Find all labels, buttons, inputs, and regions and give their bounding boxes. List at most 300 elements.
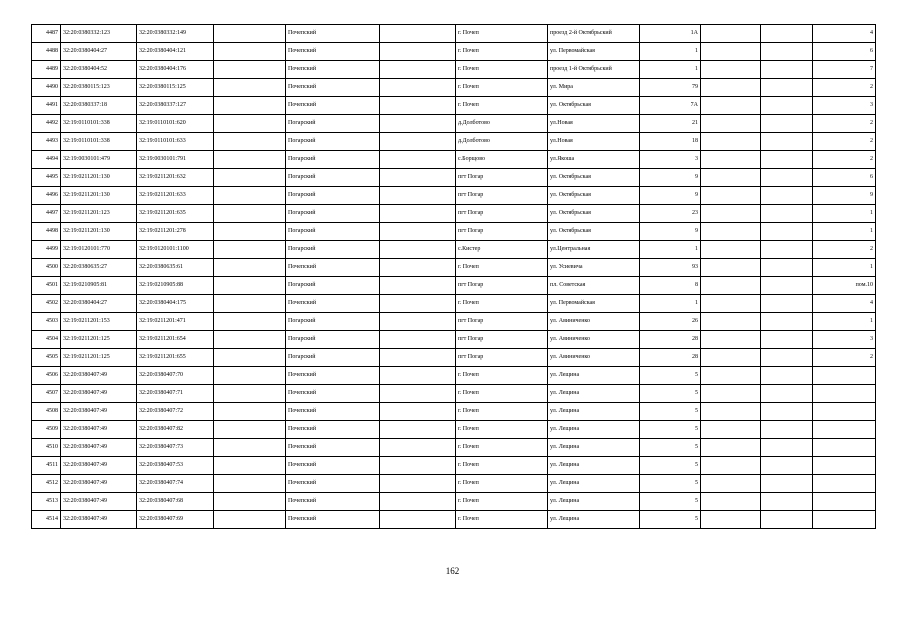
street-cell: ул. Октябрьская <box>548 223 640 241</box>
district-cell: Почепский <box>286 439 380 457</box>
district-cell: Погарский <box>286 313 380 331</box>
apartment-cell <box>813 367 876 385</box>
district-cell: Погарский <box>286 349 380 367</box>
cadastral-number-cell: 32:20:0380404:52 <box>61 61 137 79</box>
empty-cell <box>701 241 761 259</box>
empty-cell <box>380 25 456 43</box>
table-row <box>32 151 876 169</box>
cadastral-number-cell: 32:20:0380407:49 <box>61 493 137 511</box>
empty-cell <box>380 385 456 403</box>
empty-cell <box>380 133 456 151</box>
apartment-cell: пом.10 <box>813 277 876 295</box>
cadastral-number-cell: 32:20:0380407:49 <box>61 367 137 385</box>
empty-cell <box>214 493 286 511</box>
locality-cell: пгт Погар <box>456 277 548 295</box>
cadastral-number-cell: 32:20:0380407:49 <box>61 403 137 421</box>
cadastral-number-cell: 32:20:0380635:27 <box>61 259 137 277</box>
apartment-cell: 1 <box>813 205 876 223</box>
empty-cell <box>214 223 286 241</box>
locality-cell: пгт Погар <box>456 205 548 223</box>
cadastral-number-cell: 32:20:0380407:49 <box>61 475 137 493</box>
table-row <box>32 79 876 97</box>
cadastral-number-cell: 32:19:0030101:479 <box>61 151 137 169</box>
empty-cell <box>701 151 761 169</box>
cadastral-number-cell: 32:19:0211201:123 <box>61 205 137 223</box>
object-cadastral-number-cell: 32:19:0110101:620 <box>137 115 214 133</box>
apartment-cell <box>813 511 876 529</box>
empty-cell <box>701 97 761 115</box>
row-number-cell: 4509 <box>32 421 61 439</box>
empty-cell <box>701 367 761 385</box>
object-cadastral-number-cell: 32:20:0380404:176 <box>137 61 214 79</box>
empty-cell <box>380 457 456 475</box>
table-row <box>32 241 876 259</box>
empty-cell <box>761 79 813 97</box>
locality-cell: с.Кистер <box>456 241 548 259</box>
empty-cell <box>701 313 761 331</box>
object-cadastral-number-cell: 32:19:0211201:632 <box>137 169 214 187</box>
house-number-cell: 8 <box>640 277 701 295</box>
house-number-cell: 5 <box>640 367 701 385</box>
table-row <box>32 367 876 385</box>
house-number-cell: 18 <box>640 133 701 151</box>
empty-cell <box>380 277 456 295</box>
cadastral-number-cell: 32:19:0211201:125 <box>61 331 137 349</box>
empty-cell <box>380 43 456 61</box>
house-number-cell: 93 <box>640 259 701 277</box>
empty-cell <box>761 115 813 133</box>
street-cell: ул. Лещина <box>548 385 640 403</box>
empty-cell <box>214 403 286 421</box>
empty-cell <box>761 457 813 475</box>
row-number-cell: 4502 <box>32 295 61 313</box>
empty-cell <box>761 403 813 421</box>
table-row <box>32 115 876 133</box>
object-cadastral-number-cell: 32:20:0380337:127 <box>137 97 214 115</box>
empty-cell <box>761 133 813 151</box>
house-number-cell: 28 <box>640 349 701 367</box>
row-number-cell: 4506 <box>32 367 61 385</box>
object-cadastral-number-cell: 32:19:0211201:471 <box>137 313 214 331</box>
locality-cell: пгт Погар <box>456 331 548 349</box>
street-cell: ул.Новая <box>548 133 640 151</box>
house-number-cell: 5 <box>640 385 701 403</box>
object-cadastral-number-cell: 32:20:0380404:175 <box>137 295 214 313</box>
row-number-cell: 4499 <box>32 241 61 259</box>
street-cell: проезд 1-й Октябрьский <box>548 61 640 79</box>
locality-cell: г. Почеп <box>456 457 548 475</box>
empty-cell <box>701 79 761 97</box>
empty-cell <box>701 205 761 223</box>
registry-table-body <box>32 25 876 529</box>
empty-cell <box>701 421 761 439</box>
cadastral-number-cell: 32:20:0380407:49 <box>61 457 137 475</box>
object-cadastral-number-cell: 32:19:0211201:655 <box>137 349 214 367</box>
street-cell: ул. Первомайская <box>548 295 640 313</box>
house-number-cell: 79 <box>640 79 701 97</box>
apartment-cell <box>813 385 876 403</box>
empty-cell <box>701 349 761 367</box>
apartment-cell: 2 <box>813 115 876 133</box>
empty-cell <box>214 115 286 133</box>
locality-cell: г. Почеп <box>456 295 548 313</box>
empty-cell <box>701 403 761 421</box>
cadastral-number-cell: 32:20:0380407:49 <box>61 385 137 403</box>
empty-cell <box>214 205 286 223</box>
district-cell: Почепский <box>286 295 380 313</box>
object-cadastral-number-cell: 32:20:0380635:61 <box>137 259 214 277</box>
empty-cell <box>701 511 761 529</box>
object-cadastral-number-cell: 32:19:0211201:654 <box>137 331 214 349</box>
district-cell: Погарский <box>286 205 380 223</box>
locality-cell: д.Долботово <box>456 133 548 151</box>
table-row <box>32 97 876 115</box>
empty-cell <box>761 97 813 115</box>
empty-cell <box>214 421 286 439</box>
empty-cell <box>761 349 813 367</box>
object-cadastral-number-cell: 32:20:0380115:125 <box>137 79 214 97</box>
empty-cell <box>761 25 813 43</box>
apartment-cell: 4 <box>813 25 876 43</box>
house-number-cell: 5 <box>640 493 701 511</box>
object-cadastral-number-cell: 32:20:0380407:82 <box>137 421 214 439</box>
street-cell: проезд 2-й Октябрьский <box>548 25 640 43</box>
table-row <box>32 169 876 187</box>
cadastral-number-cell: 32:20:0380332:123 <box>61 25 137 43</box>
table-row <box>32 331 876 349</box>
row-number-cell: 4513 <box>32 493 61 511</box>
cadastral-number-cell: 32:19:0211201:130 <box>61 187 137 205</box>
district-cell: Погарский <box>286 187 380 205</box>
locality-cell: г. Почеп <box>456 25 548 43</box>
table-row <box>32 457 876 475</box>
object-cadastral-number-cell: 32:20:0380407:53 <box>137 457 214 475</box>
empty-cell <box>214 511 286 529</box>
empty-cell <box>380 205 456 223</box>
locality-cell: д.Долботово <box>456 115 548 133</box>
apartment-cell: 6 <box>813 43 876 61</box>
house-number-cell: 5 <box>640 511 701 529</box>
table-row <box>32 61 876 79</box>
district-cell: Погарский <box>286 133 380 151</box>
empty-cell <box>214 295 286 313</box>
house-number-cell: 1 <box>640 295 701 313</box>
district-cell: Погарский <box>286 241 380 259</box>
empty-cell <box>701 493 761 511</box>
empty-cell <box>761 475 813 493</box>
empty-cell <box>761 493 813 511</box>
table-row <box>32 295 876 313</box>
row-number-cell: 4493 <box>32 133 61 151</box>
apartment-cell: 2 <box>813 349 876 367</box>
district-cell: Погарский <box>286 331 380 349</box>
object-cadastral-number-cell: 32:20:0380332:149 <box>137 25 214 43</box>
empty-cell <box>380 439 456 457</box>
house-number-cell: 26 <box>640 313 701 331</box>
empty-cell <box>380 151 456 169</box>
empty-cell <box>214 97 286 115</box>
locality-cell: г. Почеп <box>456 385 548 403</box>
district-cell: Почепский <box>286 511 380 529</box>
street-cell: ул.Якоша <box>548 151 640 169</box>
district-cell: Погарский <box>286 277 380 295</box>
empty-cell <box>761 367 813 385</box>
empty-cell <box>761 187 813 205</box>
street-cell: ул. Лещина <box>548 493 640 511</box>
empty-cell <box>701 43 761 61</box>
apartment-cell: 2 <box>813 241 876 259</box>
table-row <box>32 133 876 151</box>
apartment-cell <box>813 403 876 421</box>
empty-cell <box>380 493 456 511</box>
empty-cell <box>214 457 286 475</box>
empty-cell <box>214 133 286 151</box>
apartment-cell <box>813 475 876 493</box>
district-cell: Почепский <box>286 259 380 277</box>
empty-cell <box>380 403 456 421</box>
empty-cell <box>214 313 286 331</box>
cadastral-number-cell: 32:19:0211201:130 <box>61 223 137 241</box>
object-cadastral-number-cell: 32:20:0380407:74 <box>137 475 214 493</box>
district-cell: Почепский <box>286 403 380 421</box>
apartment-cell: 3 <box>813 97 876 115</box>
empty-cell <box>761 511 813 529</box>
table-row <box>32 187 876 205</box>
empty-cell <box>380 97 456 115</box>
empty-cell <box>214 187 286 205</box>
empty-cell <box>701 475 761 493</box>
object-cadastral-number-cell: 32:19:0030101:791 <box>137 151 214 169</box>
apartment-cell: 6 <box>813 169 876 187</box>
street-cell: ул. Октябрьская <box>548 97 640 115</box>
row-number-cell: 4500 <box>32 259 61 277</box>
street-cell: ул. Усиевича <box>548 259 640 277</box>
empty-cell <box>380 511 456 529</box>
table-row <box>32 43 876 61</box>
empty-cell <box>214 259 286 277</box>
object-cadastral-number-cell: 32:19:0210905:88 <box>137 277 214 295</box>
street-cell: ул. Авиниченко <box>548 349 640 367</box>
registry-table <box>31 24 876 529</box>
empty-cell <box>761 241 813 259</box>
row-number-cell: 4511 <box>32 457 61 475</box>
empty-cell <box>380 367 456 385</box>
locality-cell: с.Борщово <box>456 151 548 169</box>
empty-cell <box>761 61 813 79</box>
empty-cell <box>761 223 813 241</box>
table-row <box>32 421 876 439</box>
table-row <box>32 385 876 403</box>
table-row <box>32 511 876 529</box>
empty-cell <box>380 187 456 205</box>
row-number-cell: 4497 <box>32 205 61 223</box>
empty-cell <box>380 313 456 331</box>
empty-cell <box>380 169 456 187</box>
empty-cell <box>214 151 286 169</box>
cadastral-number-cell: 32:19:0210905:81 <box>61 277 137 295</box>
district-cell: Почепский <box>286 493 380 511</box>
street-cell: ул. Первомайская <box>548 43 640 61</box>
row-number-cell: 4512 <box>32 475 61 493</box>
empty-cell <box>214 79 286 97</box>
district-cell: Почепский <box>286 367 380 385</box>
empty-cell <box>761 313 813 331</box>
apartment-cell: 1 <box>813 259 876 277</box>
locality-cell: г. Почеп <box>456 439 548 457</box>
row-number-cell: 4490 <box>32 79 61 97</box>
locality-cell: г. Почеп <box>456 493 548 511</box>
empty-cell <box>761 439 813 457</box>
empty-cell <box>380 79 456 97</box>
street-cell: ул.Центральная <box>548 241 640 259</box>
empty-cell <box>214 475 286 493</box>
street-cell: пл. Советская <box>548 277 640 295</box>
empty-cell <box>701 259 761 277</box>
cadastral-number-cell: 32:20:0380115:123 <box>61 79 137 97</box>
street-cell: ул. Авиниченко <box>548 313 640 331</box>
table-row <box>32 439 876 457</box>
empty-cell <box>701 439 761 457</box>
empty-cell <box>214 385 286 403</box>
street-cell: ул. Лещина <box>548 457 640 475</box>
locality-cell: пгт Погар <box>456 169 548 187</box>
house-number-cell: 1А <box>640 25 701 43</box>
empty-cell <box>380 421 456 439</box>
empty-cell <box>214 439 286 457</box>
house-number-cell: 9 <box>640 187 701 205</box>
street-cell: ул. Лещина <box>548 475 640 493</box>
apartment-cell: 1 <box>813 313 876 331</box>
district-cell: Погарский <box>286 151 380 169</box>
empty-cell <box>701 25 761 43</box>
empty-cell <box>701 169 761 187</box>
empty-cell <box>761 331 813 349</box>
house-number-cell: 5 <box>640 403 701 421</box>
empty-cell <box>701 223 761 241</box>
empty-cell <box>214 331 286 349</box>
locality-cell: г. Почеп <box>456 403 548 421</box>
empty-cell <box>761 277 813 295</box>
empty-cell <box>380 295 456 313</box>
cadastral-number-cell: 32:20:0380404:27 <box>61 43 137 61</box>
table-row <box>32 493 876 511</box>
table-row <box>32 349 876 367</box>
empty-cell <box>761 43 813 61</box>
empty-cell <box>761 421 813 439</box>
table-row <box>32 403 876 421</box>
locality-cell: г. Почеп <box>456 259 548 277</box>
locality-cell: пгт Погар <box>456 187 548 205</box>
row-number-cell: 4487 <box>32 25 61 43</box>
house-number-cell: 28 <box>640 331 701 349</box>
apartment-cell: 9 <box>813 187 876 205</box>
empty-cell <box>701 385 761 403</box>
empty-cell <box>214 349 286 367</box>
table-row <box>32 313 876 331</box>
apartment-cell <box>813 439 876 457</box>
district-cell: Почепский <box>286 421 380 439</box>
street-cell: ул. Мира <box>548 79 640 97</box>
empty-cell <box>701 133 761 151</box>
apartment-cell <box>813 421 876 439</box>
object-cadastral-number-cell: 32:20:0380407:73 <box>137 439 214 457</box>
apartment-cell: 7 <box>813 61 876 79</box>
house-number-cell: 7А <box>640 97 701 115</box>
object-cadastral-number-cell: 32:19:0110101:633 <box>137 133 214 151</box>
row-number-cell: 4489 <box>32 61 61 79</box>
street-cell: ул. Лещина <box>548 367 640 385</box>
street-cell: ул.Новая <box>548 115 640 133</box>
district-cell: Почепский <box>286 25 380 43</box>
house-number-cell: 23 <box>640 205 701 223</box>
district-cell: Почепский <box>286 79 380 97</box>
row-number-cell: 4491 <box>32 97 61 115</box>
object-cadastral-number-cell: 32:19:0211201:635 <box>137 205 214 223</box>
house-number-cell: 1 <box>640 241 701 259</box>
locality-cell: г. Почеп <box>456 97 548 115</box>
empty-cell <box>761 151 813 169</box>
cadastral-number-cell: 32:20:0380407:49 <box>61 439 137 457</box>
object-cadastral-number-cell: 32:19:0211201:278 <box>137 223 214 241</box>
table-row <box>32 205 876 223</box>
object-cadastral-number-cell: 32:20:0380407:69 <box>137 511 214 529</box>
object-cadastral-number-cell: 32:19:0211201:633 <box>137 187 214 205</box>
street-cell: ул. Авиниченко <box>548 331 640 349</box>
district-cell: Почепский <box>286 475 380 493</box>
locality-cell: пгт Погар <box>456 223 548 241</box>
street-cell: ул. Октябрьская <box>548 169 640 187</box>
empty-cell <box>214 277 286 295</box>
cadastral-number-cell: 32:19:0211201:125 <box>61 349 137 367</box>
row-number-cell: 4498 <box>32 223 61 241</box>
page-number: 162 <box>445 566 460 576</box>
empty-cell <box>761 205 813 223</box>
object-cadastral-number-cell: 32:20:0380407:71 <box>137 385 214 403</box>
street-cell: ул. Лещина <box>548 421 640 439</box>
empty-cell <box>380 241 456 259</box>
locality-cell: г. Почеп <box>456 421 548 439</box>
row-number-cell: 4504 <box>32 331 61 349</box>
empty-cell <box>701 61 761 79</box>
street-cell: ул. Лещина <box>548 439 640 457</box>
table-row <box>32 223 876 241</box>
apartment-cell: 2 <box>813 133 876 151</box>
row-number-cell: 4494 <box>32 151 61 169</box>
cadastral-number-cell: 32:19:0211201:153 <box>61 313 137 331</box>
district-cell: Почепский <box>286 43 380 61</box>
house-number-cell: 5 <box>640 439 701 457</box>
house-number-cell: 5 <box>640 475 701 493</box>
empty-cell <box>701 295 761 313</box>
empty-cell <box>380 223 456 241</box>
house-number-cell: 9 <box>640 223 701 241</box>
row-number-cell: 4495 <box>32 169 61 187</box>
empty-cell <box>214 43 286 61</box>
empty-cell <box>761 169 813 187</box>
empty-cell <box>761 295 813 313</box>
apartment-cell <box>813 493 876 511</box>
cadastral-number-cell: 32:19:0110101:338 <box>61 133 137 151</box>
house-number-cell: 1 <box>640 43 701 61</box>
object-cadastral-number-cell: 32:20:0380407:70 <box>137 367 214 385</box>
row-number-cell: 4508 <box>32 403 61 421</box>
street-cell: ул. Лещина <box>548 403 640 421</box>
district-cell: Почепский <box>286 97 380 115</box>
house-number-cell: 3 <box>640 151 701 169</box>
cadastral-number-cell: 32:19:0110101:338 <box>61 115 137 133</box>
district-cell: Почепский <box>286 457 380 475</box>
empty-cell <box>701 277 761 295</box>
